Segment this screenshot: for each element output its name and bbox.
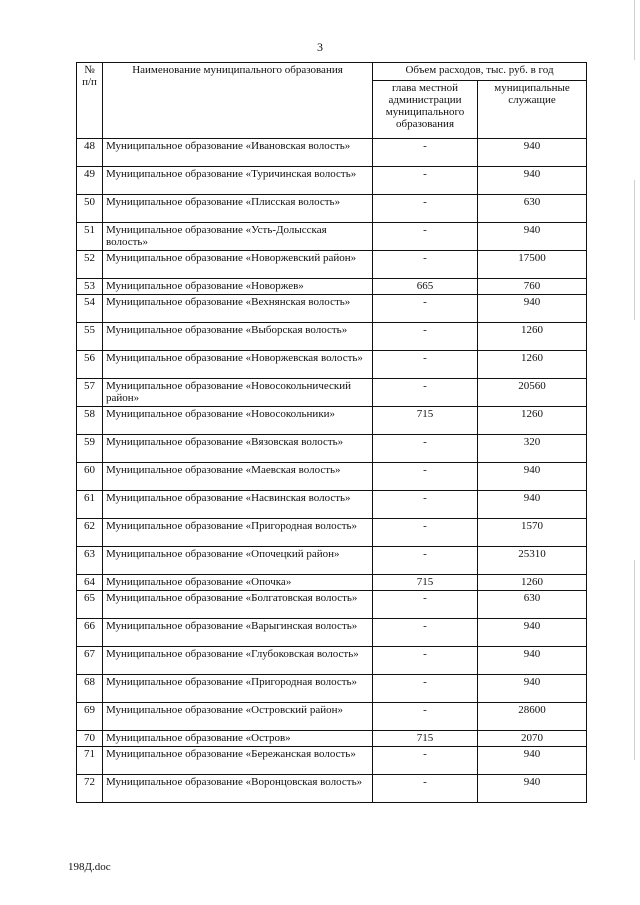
row-name: Муниципальное образование «Воронцовская волость»: [103, 775, 373, 803]
table-row: [77, 407, 587, 435]
row-name: Муниципальное образование «Насвинская волость»: [103, 491, 373, 519]
row-head-expense: 715: [373, 407, 478, 435]
table-row: [77, 279, 587, 295]
row-number: 52: [77, 251, 103, 279]
row-head-expense: 715: [373, 575, 478, 591]
row-name: Муниципальное образование «Вехнянская волость»: [103, 295, 373, 323]
row-head-expense: -: [373, 463, 478, 491]
row-employees-expense: 1260: [478, 407, 587, 435]
row-name: Муниципальное образование «Опочецкий район»: [103, 547, 373, 575]
row-employees-expense: 940: [478, 647, 587, 675]
row-name: Муниципальное образование «Новосокольнический район»: [103, 379, 373, 407]
row-employees-expense: 1260: [478, 323, 587, 351]
row-employees-expense: 2070: [478, 731, 587, 747]
row-name: Муниципальное образование «Пригородная волость»: [103, 675, 373, 703]
row-number: 64: [77, 575, 103, 591]
row-number: 50: [77, 195, 103, 223]
table-row: [77, 619, 587, 647]
table-row: [77, 435, 587, 463]
row-head-expense: -: [373, 547, 478, 575]
table-row: [77, 519, 587, 547]
row-name: Муниципальное образование «Новоржевский район»: [103, 251, 373, 279]
row-head-expense: -: [373, 435, 478, 463]
table-row: [77, 295, 587, 323]
table-row: [77, 491, 587, 519]
row-name: Муниципальное образование «Усть-Долысская волость»: [103, 223, 373, 251]
table-row: [77, 747, 587, 775]
row-number: 48: [77, 139, 103, 167]
row-name: Муниципальное образование «Ивановская волость»: [103, 139, 373, 167]
row-head-expense: -: [373, 519, 478, 547]
row-number: 59: [77, 435, 103, 463]
row-head-expense: -: [373, 619, 478, 647]
row-name: Муниципальное образование «Новоржев»: [103, 279, 373, 295]
row-employees-expense: 940: [478, 619, 587, 647]
row-number: 60: [77, 463, 103, 491]
row-number: 62: [77, 519, 103, 547]
row-name: Муниципальное образование «Выборская волость»: [103, 323, 373, 351]
row-name: Муниципальное образование «Варыгинская волость»: [103, 619, 373, 647]
table-row: [77, 647, 587, 675]
row-name: Муниципальное образование «Островский район»: [103, 703, 373, 731]
row-employees-expense: 20560: [478, 379, 587, 407]
row-number: 68: [77, 675, 103, 703]
row-head-expense: -: [373, 675, 478, 703]
row-head-expense: -: [373, 379, 478, 407]
row-employees-expense: 940: [478, 747, 587, 775]
row-head-expense: -: [373, 223, 478, 251]
row-head-expense: -: [373, 251, 478, 279]
row-name: Муниципальное образование «Остров»: [103, 731, 373, 747]
row-head-expense: -: [373, 139, 478, 167]
row-employees-expense: 940: [478, 223, 587, 251]
row-employees-expense: 940: [478, 775, 587, 803]
table-row: [77, 323, 587, 351]
row-name: Муниципальное образование «Новосокольники»: [103, 407, 373, 435]
row-name: Муниципальное образование «Глубоковская волость»: [103, 647, 373, 675]
row-name: Муниципальное образование «Маевская волость»: [103, 463, 373, 491]
table-row: [77, 195, 587, 223]
row-number: 53: [77, 279, 103, 295]
row-head-expense: -: [373, 747, 478, 775]
row-number: 61: [77, 491, 103, 519]
row-head-expense: -: [373, 323, 478, 351]
row-employees-expense: 940: [478, 463, 587, 491]
row-employees-expense: 28600: [478, 703, 587, 731]
scan-edge-mark: [634, 560, 635, 760]
row-name: Муниципальное образование «Пригородная волость»: [103, 519, 373, 547]
row-employees-expense: 940: [478, 167, 587, 195]
row-number: 67: [77, 647, 103, 675]
row-employees-expense: 630: [478, 591, 587, 619]
row-number: 55: [77, 323, 103, 351]
table-row: [77, 575, 587, 591]
row-head-expense: -: [373, 647, 478, 675]
row-employees-expense: 940: [478, 491, 587, 519]
row-number: 65: [77, 591, 103, 619]
row-number: 71: [77, 747, 103, 775]
row-head-expense: -: [373, 351, 478, 379]
row-number: 66: [77, 619, 103, 647]
row-head-expense: -: [373, 775, 478, 803]
table-row: [77, 547, 587, 575]
row-number: 70: [77, 731, 103, 747]
row-name: Муниципальное образование «Бережанская волость»: [103, 747, 373, 775]
row-number: 69: [77, 703, 103, 731]
table-row: [77, 463, 587, 491]
row-name: Муниципальное образование «Туричинская волость»: [103, 167, 373, 195]
row-employees-expense: 940: [478, 139, 587, 167]
table-row: [77, 591, 587, 619]
row-employees-expense: 320: [478, 435, 587, 463]
row-number: 57: [77, 379, 103, 407]
table-row: [77, 251, 587, 279]
row-head-expense: 665: [373, 279, 478, 295]
table-row: [77, 703, 587, 731]
table-row: [77, 223, 587, 251]
table-row: [77, 167, 587, 195]
row-head-expense: -: [373, 167, 478, 195]
row-number: 72: [77, 775, 103, 803]
table-row: [77, 675, 587, 703]
row-number: 51: [77, 223, 103, 251]
row-employees-expense: 17500: [478, 251, 587, 279]
row-employees-expense: 25310: [478, 547, 587, 575]
row-number: 49: [77, 167, 103, 195]
row-employees-expense: 940: [478, 675, 587, 703]
row-name: Муниципальное образование «Болгатовская волость»: [103, 591, 373, 619]
header-name: Наименование муниципального образования: [103, 63, 373, 139]
row-number: 63: [77, 547, 103, 575]
footer-filename: 198Д.doc: [68, 861, 111, 873]
row-name: Муниципальное образование «Плисская волость»: [103, 195, 373, 223]
row-head-expense: -: [373, 195, 478, 223]
table-row: [77, 139, 587, 167]
header-municipal-employees: муниципальные служащие: [478, 81, 587, 139]
row-number: 58: [77, 407, 103, 435]
row-employees-expense: 1260: [478, 351, 587, 379]
row-employees-expense: 1260: [478, 575, 587, 591]
page-number: 3: [317, 40, 323, 54]
row-employees-expense: 940: [478, 295, 587, 323]
row-employees-expense: 630: [478, 195, 587, 223]
table-row: [77, 731, 587, 747]
row-employees-expense: 1570: [478, 519, 587, 547]
header-head-of-administration: глава местной администрации муниципального образования: [373, 81, 478, 139]
row-name: Муниципальное образование «Новоржевская волость»: [103, 351, 373, 379]
table-row: [77, 379, 587, 407]
row-name: Муниципальное образование «Вязовская волость»: [103, 435, 373, 463]
expenses-table: [76, 62, 587, 803]
table-row: [77, 351, 587, 379]
table-row: [77, 775, 587, 803]
row-head-expense: 715: [373, 731, 478, 747]
row-head-expense: -: [373, 295, 478, 323]
row-number: 54: [77, 295, 103, 323]
scan-edge-mark: [634, 180, 635, 320]
scan-edge-mark: [634, 0, 635, 60]
row-head-expense: -: [373, 491, 478, 519]
row-head-expense: -: [373, 703, 478, 731]
header-expenses: Объем расходов, тыс. руб. в год: [373, 63, 587, 81]
row-employees-expense: 760: [478, 279, 587, 295]
row-head-expense: -: [373, 591, 478, 619]
row-name: Муниципальное образование «Опочка»: [103, 575, 373, 591]
row-number: 56: [77, 351, 103, 379]
header-number: № п/п: [77, 63, 103, 139]
